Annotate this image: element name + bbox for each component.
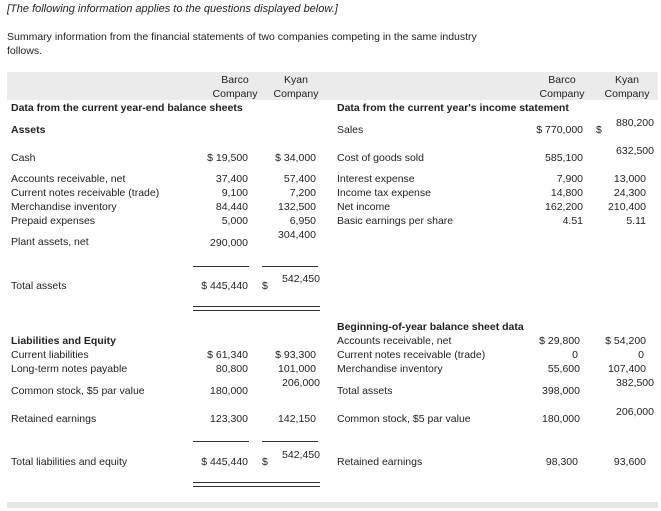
boy-ar-kyan: $ 54,200 (605, 335, 646, 347)
prepaid-kyan: 6,950 (289, 215, 316, 227)
common-barco: 180,000 (210, 385, 248, 397)
boy-merch-kyan: 107,400 (608, 363, 646, 375)
income-statement-title: Data from the current year's income statement (337, 102, 569, 114)
plant-label: Plant assets, net (11, 236, 89, 248)
eps-barco: 4.51 (562, 215, 583, 227)
net-income-kyan: 210,400 (608, 201, 646, 213)
rule-barco-le (193, 441, 249, 442)
total-le-kyan-dollar: $ (262, 456, 268, 468)
cogs-label: Cost of goods sold (337, 152, 424, 164)
merch-barco: 84,440 (215, 201, 248, 213)
ar-label: Accounts receivable, net (11, 173, 126, 185)
lt-notes-label: Long-term notes payable (11, 363, 128, 375)
merch-kyan: 132,500 (278, 201, 316, 213)
cur-liab-kyan: $ 93,300 (275, 349, 316, 361)
cash-label: Cash (11, 152, 36, 164)
plant-barco: 290,000 (210, 237, 248, 249)
cur-liab-barco: $ 61,340 (207, 349, 248, 361)
lt-notes-barco: 80,800 (215, 363, 248, 375)
double-rule-le-1 (193, 482, 320, 483)
eps-kyan: 5.11 (626, 215, 646, 227)
rule-barco-assets (193, 266, 249, 267)
plant-kyan: 304,400 (278, 229, 316, 241)
summary-text-line2: follows. (7, 45, 43, 57)
boy-total-barco: 398,000 (542, 385, 580, 397)
boy-merch-barco: 55,600 (547, 363, 580, 375)
eps-label: Basic earnings per share (337, 215, 454, 227)
common-kyan: 206,000 (282, 377, 320, 389)
total-assets-barco: $ 445,440 (201, 280, 248, 292)
interest-label: Interest expense (337, 173, 415, 185)
sales-label: Sales (337, 124, 364, 136)
col-header-barco-left: Barco (221, 74, 249, 86)
boy-notes-kyan: 0 (638, 349, 644, 361)
intro-note: [The following information applies to the questions displayed below.] (7, 3, 338, 15)
boy-common-barco: 180,000 (542, 413, 580, 425)
ar-barco: 37,400 (215, 173, 248, 185)
boy-retained-barco: 98,300 (545, 456, 578, 468)
col-header-kyan-right: Kyan (615, 74, 639, 86)
boy-ar-barco: $ 29,800 (539, 335, 580, 347)
boy-total-kyan: 382,500 (616, 377, 654, 389)
interest-barco: 7,900 (556, 173, 583, 185)
boy-title: Beginning-of-year balance sheet data (337, 321, 524, 333)
interest-kyan: 13,000 (613, 173, 646, 185)
ar-kyan: 57,400 (283, 173, 316, 185)
merch-label: Merchandise inventory (11, 201, 117, 213)
sales-kyan-dollar: $ (596, 124, 602, 136)
rule-kyan-le (262, 441, 318, 442)
boy-merch-label: Merchandise inventory (337, 363, 443, 375)
prepaid-label: Prepaid expenses (11, 215, 96, 227)
col-header-kyan-left-2: Company (273, 88, 319, 100)
summary-text-line1: Summary information from the financial statements of two companies competing in the same industry (7, 31, 477, 43)
total-le-kyan: 542,450 (282, 449, 320, 461)
cogs-kyan: 632,500 (616, 145, 654, 157)
lt-notes-kyan: 101,000 (278, 363, 316, 375)
sales-kyan: 880,200 (616, 117, 654, 129)
total-le-label: Total liabilities and equity (11, 456, 128, 468)
total-le-barco: $ 445,440 (201, 456, 248, 468)
col-header-barco-right: Barco (548, 74, 576, 86)
notes-barco: 9,100 (221, 187, 248, 199)
double-rule-le-2 (193, 486, 320, 487)
boy-common-kyan: 206,000 (616, 406, 654, 418)
double-rule-assets-2 (193, 310, 320, 311)
col-header-barco-left-2: Company (212, 88, 258, 100)
rule-kyan-assets (262, 266, 318, 267)
tax-label: Income tax expense (337, 187, 431, 199)
boy-retained-kyan: 93,600 (613, 456, 646, 468)
notes-kyan: 7,200 (289, 187, 316, 199)
total-assets-kyan: 542,450 (282, 273, 320, 285)
cur-liab-label: Current liabilities (11, 349, 89, 361)
tax-barco: 14,800 (550, 187, 583, 199)
cash-kyan: $ 34,000 (275, 152, 316, 164)
boy-total-label: Total assets (337, 385, 393, 397)
col-header-barco-right-2: Company (539, 88, 585, 100)
retained-kyan: 142,150 (278, 413, 316, 425)
total-assets-label: Total assets (11, 280, 67, 292)
liabilities-heading: Liabilities and Equity (11, 335, 117, 347)
boy-ar-label: Accounts receivable, net (337, 335, 452, 347)
retained-label: Retained earnings (11, 413, 97, 425)
notes-label: Current notes receivable (trade) (11, 187, 160, 199)
balance-sheet-title: Data from the current year-end balance sheets (11, 102, 243, 114)
boy-common-label: Common stock, $5 par value (337, 413, 471, 425)
assets-heading: Assets (11, 124, 46, 136)
table-bottom-bar (7, 502, 658, 508)
prepaid-barco: 5,000 (221, 215, 248, 227)
cash-barco: $ 19,500 (207, 152, 248, 164)
total-assets-kyan-dollar: $ (262, 280, 268, 292)
tax-kyan: 24,300 (613, 187, 646, 199)
cogs-barco: 585,100 (545, 152, 583, 164)
col-header-kyan-left: Kyan (284, 74, 308, 86)
sales-barco: $ 770,000 (536, 124, 583, 136)
common-label: Common stock, $5 par value (11, 385, 145, 397)
retained-barco: 123,300 (210, 413, 248, 425)
boy-notes-barco: 0 (572, 349, 578, 361)
boy-notes-label: Current notes receivable (trade) (337, 349, 486, 361)
col-header-kyan-right-2: Company (604, 88, 650, 100)
boy-retained-label: Retained earnings (337, 456, 423, 468)
net-income-barco: 162,200 (545, 201, 583, 213)
double-rule-assets-1 (193, 306, 320, 307)
net-income-label: Net income (337, 201, 391, 213)
